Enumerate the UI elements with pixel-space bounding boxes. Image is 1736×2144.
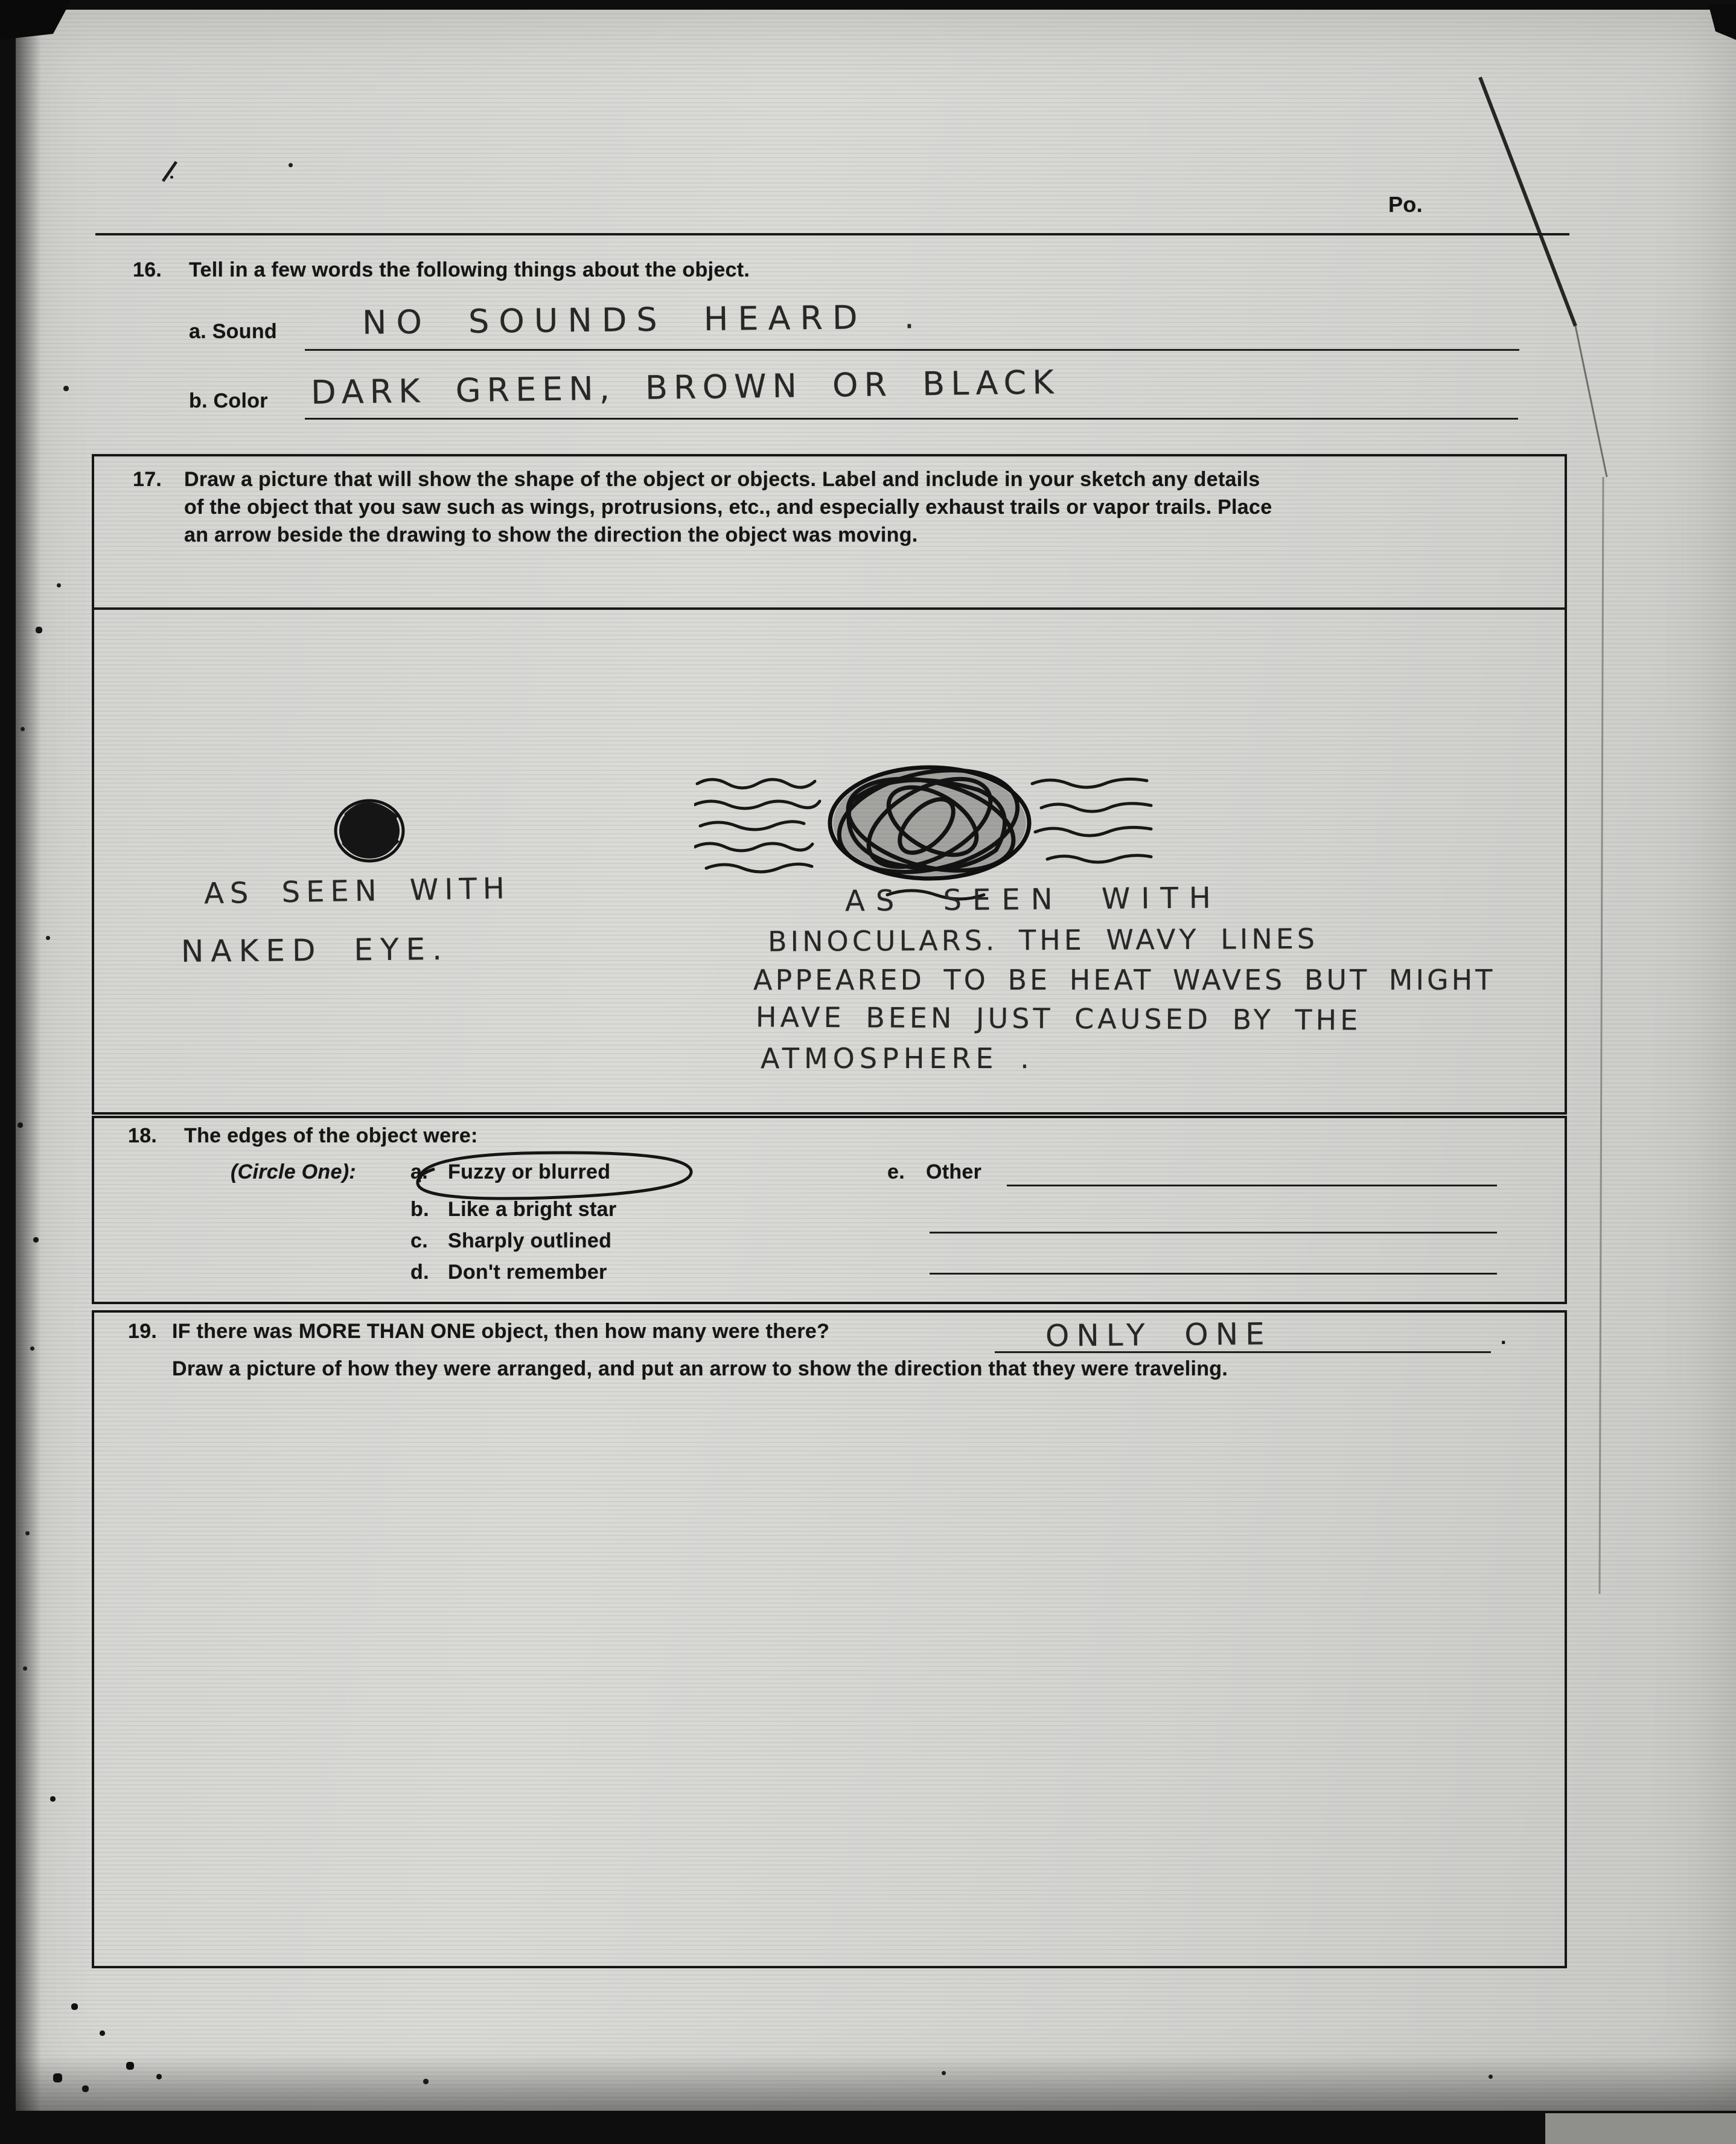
binoculars-label-line1: AS SEEN WITH: [844, 881, 1222, 918]
q18-prompt: The edges of the object were:: [184, 1124, 478, 1147]
q18-other-answer-line: [1007, 1185, 1497, 1186]
q16-color-label: b. Color: [189, 389, 268, 412]
q16-sound-label: a. Sound: [189, 320, 277, 343]
q18-option-a-key: a.: [410, 1160, 428, 1183]
q18-number: 18.: [128, 1124, 158, 1147]
q18-option-d-label: Don't remember: [448, 1261, 607, 1284]
q18-option-d-key: d.: [410, 1261, 429, 1284]
q18-other-label: Other: [926, 1160, 982, 1183]
q19-number: 19.: [128, 1320, 158, 1343]
q19-box: [92, 1310, 1567, 1968]
q18-other-key: e.: [887, 1160, 905, 1183]
q18-circle-one-label: (Circle One):: [231, 1160, 356, 1183]
naked-eye-label-line1: AS SEEN WITH: [203, 871, 511, 911]
naked-eye-label-line2: NAKED EYE.: [180, 932, 450, 969]
q18-blank-line-3: [930, 1273, 1497, 1275]
q18-option-b-label: Like a bright star: [448, 1198, 617, 1221]
q18-option-b-key: b.: [410, 1198, 429, 1221]
q16-sound-answer-line: [305, 349, 1519, 351]
q17-prompt-line1: Draw a picture that will show the shape of the object or objects. Label and include in your sketch any details: [184, 468, 1260, 491]
q17-number: 17.: [133, 468, 162, 491]
q16-color-answer-line: [305, 418, 1518, 420]
option-a-circle-annotation: [362, 1146, 724, 1206]
q18-blank-line-2: [930, 1232, 1497, 1234]
naked-eye-sketch: [314, 780, 423, 883]
binoculars-label-line5: ATMOSPHERE .: [761, 1042, 1034, 1075]
q18-option-a-label: Fuzzy or blurred: [448, 1160, 611, 1183]
q16-number: 16.: [133, 258, 162, 281]
q16-color-answer: DARK GREEN, BROWN OR BLACK: [310, 363, 1061, 412]
binoculars-label-line3: APPEARED TO BE HEAT WAVES BUT MIGHT: [753, 964, 1496, 996]
q18-option-c-label: Sharply outlined: [448, 1229, 612, 1252]
page-corner-mark: Po.: [1388, 192, 1423, 217]
q16-sound-answer: NO SOUNDS HEARD .: [362, 298, 925, 342]
q19-answer-period: .: [1501, 1326, 1507, 1349]
q19-prompt: IF there was MORE THAN ONE object, then how many were there?: [172, 1320, 830, 1343]
top-rule: [95, 233, 1569, 235]
q19-prompt-line2: Draw a picture of how they were arranged, and put an arrow to show the direction that they were traveling.: [172, 1357, 1228, 1380]
binoculars-label-line4: HAVE BEEN JUST CAUSED BY THE: [755, 1000, 1362, 1037]
q18-option-c-key: c.: [410, 1229, 428, 1252]
q17-prompt-line2: of the object that you saw such as wings, protrusions, etc., and especially exhaust trails or vapor trails. Place: [184, 496, 1272, 519]
q19-answer: ONLY ONE: [1045, 1316, 1272, 1354]
q17-inner-divider: [92, 607, 1565, 610]
binoculars-label-line2: BINOCULARS. THE WAVY LINES: [767, 922, 1319, 958]
q16-prompt: Tell in a few words the following things about the object.: [189, 258, 750, 281]
q17-prompt-line3: an arrow beside the drawing to show the direction the object was moving.: [184, 523, 918, 546]
